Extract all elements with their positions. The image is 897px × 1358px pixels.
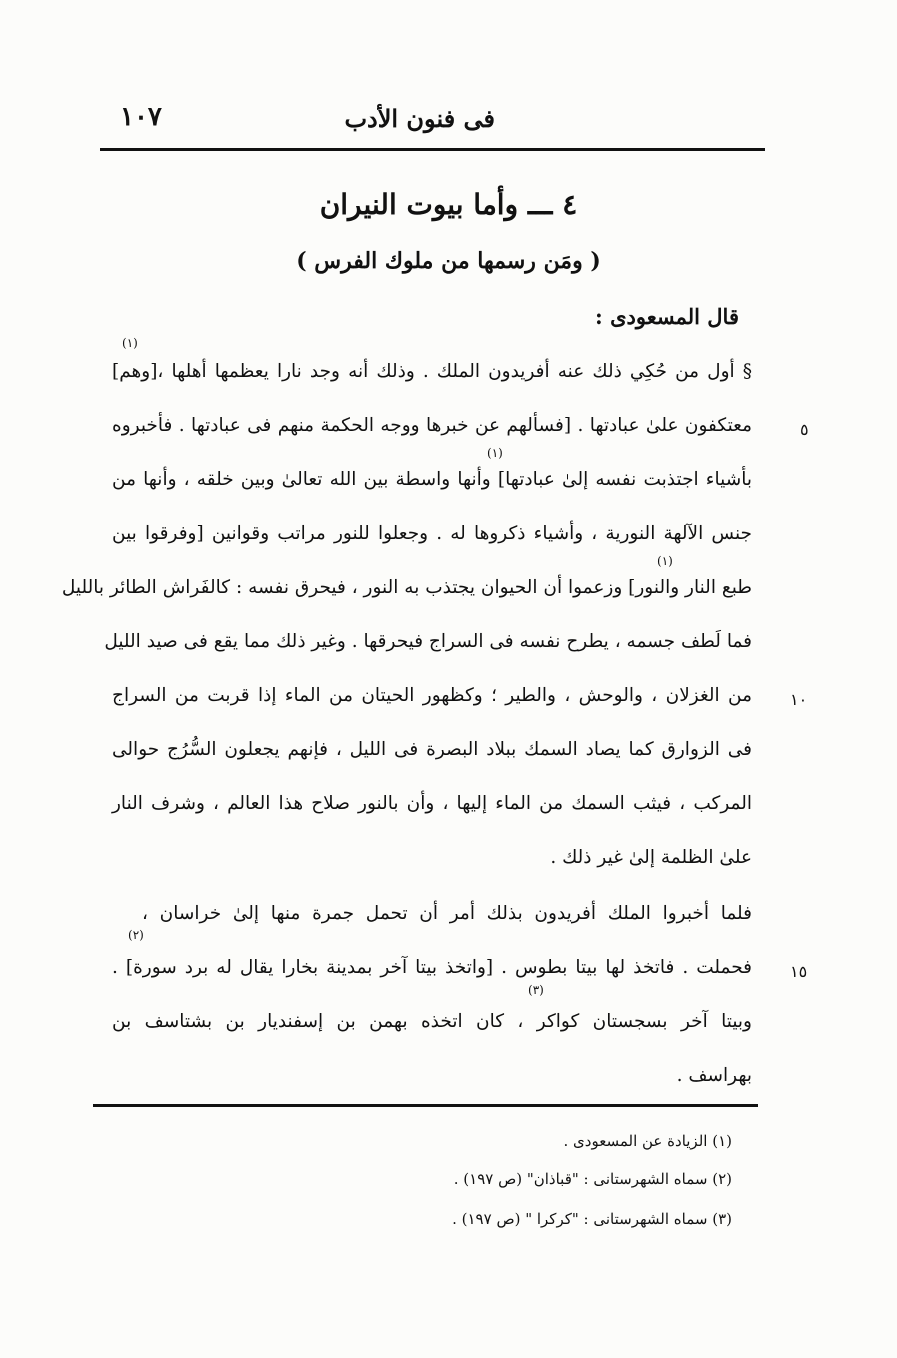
page-number: ١٠٧ xyxy=(120,102,162,132)
section-subheading: ( ومَن رسمها من ملوك الفرس ) xyxy=(296,248,601,274)
text-line: المركب ، فيثب السمك من الماء إليها ، وأن بالنور صلاح هذا العالم ، وشرف النار xyxy=(112,793,752,814)
footnote-rule xyxy=(93,1104,758,1107)
text-line: بأشياء اجتذبت نفسه إلىٰ عبادتها] وأنها واسطة بين الله تعالىٰ وبين خلقه ، وأنها من xyxy=(112,469,752,490)
footnote-marker: (١) xyxy=(487,446,503,460)
footnote-marker: (١) xyxy=(657,554,673,568)
text-line: علىٰ الظلمة إلىٰ غير ذلك . xyxy=(550,847,752,868)
text-line: بهراسف . xyxy=(676,1065,752,1086)
text-line: فما لَطف جسمه ، يطرح نفسه فى السراج فيحرقها . وغير ذلك مما يقع فى صيد الليل xyxy=(104,631,752,652)
section-heading: ٤ ـــ وأما بيوت النيران xyxy=(319,188,578,221)
intro-line: قال المسعودى : xyxy=(595,304,739,329)
footnote: (٢) سماه الشهرستانى : "قباذان" (ص ١٩٧) . xyxy=(453,1170,732,1188)
header-rule xyxy=(100,148,765,151)
line-number: ٥ xyxy=(800,420,809,439)
text-line: معتكفون علىٰ عبادتها . [فسألهم عن خبرها ووجه الحكمة منهم فى عبادتها . فأخبروه xyxy=(112,415,752,436)
footnote-marker: (٢) xyxy=(128,928,144,942)
footnote: (١) الزيادة عن المسعودى . xyxy=(563,1132,732,1150)
running-header xyxy=(100,100,760,140)
text-line: من الغزلان ، والوحش ، والطير ؛ وكظهور الحيتان من الماء إذا قربت من السراج xyxy=(112,685,752,706)
running-title: فى فنون الأدب xyxy=(344,104,495,133)
text-line: فحملت . فاتخذ لها بيتا بطوس . [واتخذ بيتا آخر بمدينة بخارا يقال له برد سورة] . xyxy=(112,957,752,978)
text-line: وبيتا آخر بسجستان كواكر ، كان اتخذه بهمن بن إسفنديار بن بشتاسف بن xyxy=(112,1011,752,1032)
line-number: ١٠ xyxy=(790,690,808,709)
text-line: طبع النار والنور] وزعموا أن الحيوان يجتذب به النور ، فيحرق نفسه : كالفَراش الطائر بالليل xyxy=(61,577,752,598)
footnote-marker: (٣) xyxy=(528,983,544,997)
line-number: ١٥ xyxy=(790,962,808,981)
text-line: فى الزوارق كما يصاد السمك ببلاد البصرة فى الليل ، فإنهم يجعلون السُّرُج حوالى xyxy=(112,739,752,760)
text-line: § أول من حُكِي ذلك عنه أفريدون الملك . وذلك أنه وجد نارا يعظمها أهلها ،[وهم] xyxy=(112,361,752,382)
footnote: (٣) سماه الشهرستانى : "كركرا " (ص ١٩٧) . xyxy=(452,1210,732,1228)
footnote-marker: (١) xyxy=(122,336,138,350)
text-line: جنس الآلهة النورية ، وأشياء ذكروها له . وجعلوا للنور مراتب وقوانين [وفرقوا بين xyxy=(112,523,752,544)
text-line: فلما أخبروا الملك أفريدون بذلك أمر أن تحمل جمرة منها إلىٰ خراسان ، xyxy=(142,903,752,924)
